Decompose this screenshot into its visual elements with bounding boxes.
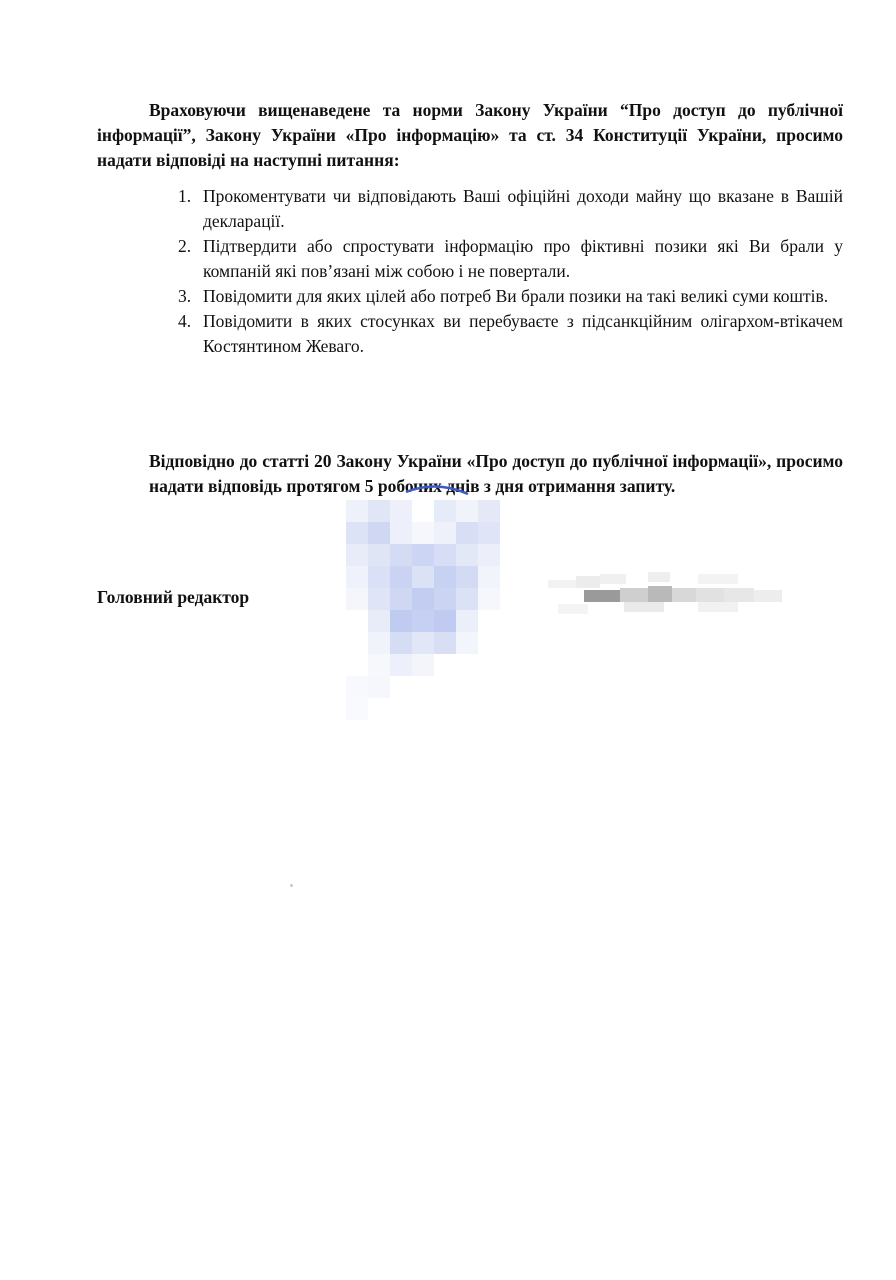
scan-speck (290, 884, 293, 887)
list-item-text: Повідомити в яких стосунках ви перебуваєте з підсанкційним олігархом-втікачем Костянтином Жеваго. (203, 311, 843, 356)
list-item-text: Прокоментувати чи відповідають Ваші офіційні доходи майну що вказане в Вашій декларації. (203, 186, 843, 231)
stamp-edge-arc (406, 486, 468, 494)
list-item-number: 1. (178, 186, 192, 206)
list-item (172, 184, 843, 234)
list-item-number: 2. (178, 236, 192, 256)
position-label: Головний редактор (97, 587, 250, 607)
list-item-number: 3. (178, 286, 192, 306)
redacted-stamp (336, 470, 526, 740)
list-item-number: 4. (178, 311, 192, 331)
list-item (172, 234, 843, 284)
redacted-signature (548, 570, 788, 620)
signature-pixel-blocks (548, 572, 782, 614)
questions-list (172, 184, 843, 359)
intro-paragraph: Враховуючи вищенаведене та норми Закону України “Про доступ до публічної інформації”, Закону України «Про інформацію» та ст. 34 Конституції України, просимо надати відповіді на наступні питання: (97, 100, 843, 170)
list-item-text: Підтвердити або спростувати інформацію про фіктивні позики які Ви брали у компаній які пов’язані між собою і не повертали. (203, 236, 843, 281)
list-item (172, 284, 843, 309)
list-item (172, 309, 843, 359)
stamp-pixel-blocks (346, 500, 500, 720)
deadline-paragraph: Відповідно до статті 20 Закону України «Про доступ до публічної інформації», просимо надати відповідь протягом 5 робочих днів з дня отримання запиту. (149, 451, 843, 496)
list-item-text: Повідомити для яких цілей або потреб Ви брали позики на такі великі суми коштів. (203, 286, 829, 306)
